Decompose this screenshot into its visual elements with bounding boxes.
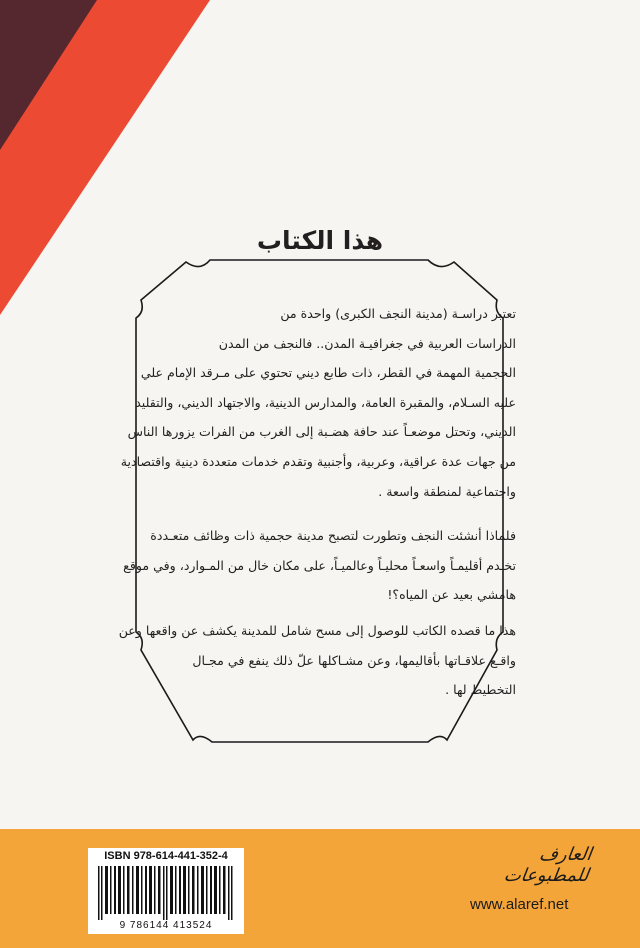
- paragraph-line: واجتماعية لمنطقة واسعة .: [378, 483, 516, 499]
- paragraph-2: [121, 521, 516, 610]
- paragraph-line: هامشي بعيد عن المياه؟!: [387, 587, 516, 603]
- paragraph-line: تعتبر دراسـة (مدينة النجف الكبرى) واحدة من: [280, 306, 516, 321]
- paragraph-line: من جهات عدة عراقية، وعربية، وأجنبية وتقدم خدمات متعددة دينية واقتصادية: [120, 453, 516, 469]
- paragraph-line: فلماذا أنشئت النجف وتطورت لتصبح مدينة حجمية ذات وظائف متعـددة: [150, 528, 516, 543]
- paragraph-3: [118, 616, 516, 705]
- paragraph-line: التخطيط لها .: [445, 682, 516, 698]
- paragraph-line: الدراسات العربية في جغرافيـة المدن.. فالنجف من المدن: [218, 335, 516, 351]
- barcode-label: [88, 848, 244, 934]
- isbn-text: ISBN 978-614-441-352-4: [104, 850, 228, 862]
- paragraph-line: الحجمية المهمة في القطر، ذات طابع ديني تحتوي على مـرقد الإمام علي: [140, 365, 516, 381]
- paragraph-line: واقـع علاقـاتها بأقاليمها، وعن مشـاكلها علّ ذلك ينفع في مجـال: [192, 652, 516, 668]
- barcode-number: 9 786144 413524: [119, 920, 213, 931]
- barcode-icon: [92, 866, 240, 920]
- paragraph-line: هذا ما قصده الكاتب للوصول إلى مسح شامل للمدينة يكشف عن واقعها وعن: [118, 623, 516, 638]
- publisher-logo: [470, 840, 593, 890]
- website-link[interactable]: www.alaref.net: [470, 896, 569, 913]
- paragraph-line: الديني، وتحتل موضعـاً عند حافة هضـبة إلى الغرب من الفرات يزورها الناس: [127, 424, 516, 440]
- publisher-logo-text: العارف للمطبوعات: [502, 844, 593, 886]
- paragraph-line: عليه السـلام، والمقبرة العامة، والمدارس الدينية، والاجتهاد الديني، والتقليد: [135, 394, 516, 410]
- section-heading: هذا الكتاب: [256, 226, 384, 255]
- paragraph-1: [121, 299, 516, 506]
- paragraph-line: تخـدم أقليمـاً واسعـاً محليـاً وعالميـاً، على مكان خال من المـوارد، وفي موقع: [123, 557, 516, 573]
